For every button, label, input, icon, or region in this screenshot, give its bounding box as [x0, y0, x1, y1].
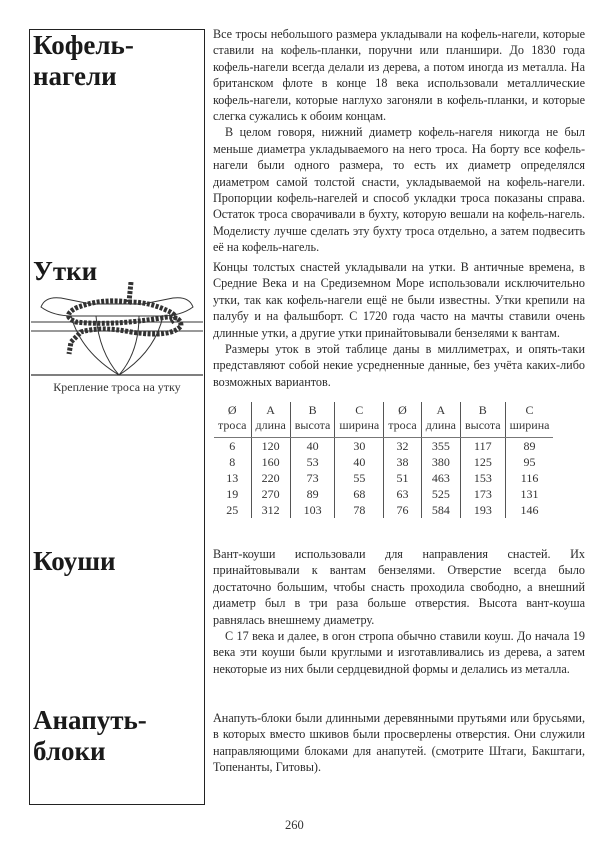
heading-line: Кофель- [33, 30, 134, 60]
table-row [214, 438, 553, 455]
column-header-line: ширина [509, 418, 550, 432]
table-row [214, 454, 553, 470]
table-cell: 146 [505, 502, 553, 518]
heading-line: Анапуть- [33, 705, 147, 735]
table-cell: 13 [226, 471, 239, 485]
table-cell: 173 [461, 486, 506, 502]
table-cell: 160 [251, 454, 290, 470]
paragraph: Концы толстых снастей укладывали на утки. В античные времена, в Средние Века и на Средиземном Море использовали исключительно утки, так как кофель-нагели ещё не были известны. Утки крепили на палубу и на фальшборт. С 1720 года часто на мачты ставили очень длинные утки, а другие утки принайтовывали бензелями к вантам. [213, 260, 585, 340]
heading-line: нагели [33, 61, 117, 91]
column-header-line: B [478, 403, 487, 417]
column-header-line: C [355, 403, 364, 417]
table-cell: 220 [251, 470, 290, 486]
section-text-utki [213, 259, 585, 390]
paragraph: Вант-коуши использовали для направления снастей. Их принайтовывали к вантам бензелями. Отверстие всегда было достаточно большим, чтобы снасть проходила свободно, а внешний диаметр был в три раза больше отверстия. Высота вант-коуша равнялась внешнему диаметру. [213, 547, 585, 627]
column-header-line: A [436, 403, 446, 417]
paragraph: С 17 века и далее, в огон стропа обычно ставили коуш. До начала 19 века эти коуши были круглыми и изготавливались из дерева, а затем некоторые из них были сердцевидной формы и делались из металла. [213, 629, 585, 676]
column-header-line: Ø [227, 403, 237, 417]
table-cell: 584 [421, 502, 460, 518]
section-text-kofel-nageli [213, 26, 585, 256]
table-cell: 6 [229, 439, 236, 453]
table-cell: 63 [384, 486, 422, 502]
table-cell: 131 [505, 486, 553, 502]
table-cell: 312 [251, 502, 290, 518]
column-header-line: длина [425, 418, 456, 432]
column-header [505, 402, 553, 438]
table-cell: 76 [384, 502, 422, 518]
paragraph: Все тросы небольшого размера укладывали на кофель-нагели, которые ставили на кофель-планки, поручни или планшири. До 1830 года кофель-нагели всегда делали из дерева, а потом иногда из металла. На британском флоте в конце 18 века использовали металлические кофель-нагели, которые наглухо загоняли в кофель-планки, и которые слегка сужались к обоим концам. [213, 27, 585, 124]
column-header-line: A [266, 403, 275, 417]
figure-caption: Крепление троса на утку [53, 380, 181, 394]
table-row [214, 486, 553, 502]
cleat-sizes-table [214, 402, 553, 518]
table-cell: 120 [251, 438, 290, 455]
table-cell: 25 [226, 503, 239, 517]
heading-anaput-bloki [33, 705, 147, 767]
table-cell: 380 [421, 454, 460, 470]
table-cell: 55 [335, 470, 384, 486]
column-header [461, 402, 506, 438]
table-row [214, 502, 553, 518]
table-cell: 40 [290, 438, 335, 455]
table-cell: 193 [461, 502, 506, 518]
table-cell: 32 [384, 438, 422, 455]
table-cell: 51 [384, 470, 422, 486]
table-cell: 53 [290, 454, 335, 470]
table-cell: 89 [290, 486, 335, 502]
table-cell: 95 [505, 454, 553, 470]
table-cell: 89 [505, 438, 553, 455]
heading-utki: Утки [33, 256, 98, 286]
column-header-line: ширина [339, 418, 380, 432]
column-header-line: троса [388, 418, 417, 432]
column-header [214, 402, 251, 438]
paragraph: Размеры уток в этой таблице даны в миллиметрах, и опять-таки представляют собой некие усредненные данные, без учёта каких-либо возможных вариантов. [213, 342, 585, 389]
column-header-line: троса [218, 418, 247, 432]
table-cell: 103 [290, 502, 335, 518]
section-text-anaput-bloki [213, 710, 585, 776]
column-header [251, 402, 290, 438]
table-cell: 78 [335, 502, 384, 518]
table-header-row [214, 402, 553, 438]
column-header-line: B [308, 403, 317, 417]
column-header [335, 402, 384, 438]
table-cell: 153 [461, 470, 506, 486]
table-cell: 40 [335, 454, 384, 470]
table-cell: 30 [335, 438, 384, 455]
column-header-line: высота [294, 418, 331, 432]
heading-koushi: Коуши [33, 546, 116, 576]
paragraph: В целом говоря, нижний диаметр кофель-нагеля никогда не был меньше диаметра укладываемого на него троса. На борту все кофель-нагели были одного размера, то есть их диаметр определялся диаметром самой толстой снасти, укладываемой на кофель-нагели. Пропорции кофель-нагелей и способ укладки троса показаны справа. Остаток троса сворачивали в бухту, которую вешали на кофель-нагель. Моделисту лучше сделать эту бухту троса отдельно, а затем подвесить её на кофель-нагель. [213, 125, 585, 255]
table-row [214, 470, 553, 486]
table-cell: 270 [251, 486, 290, 502]
column-header-line: длина [255, 418, 286, 432]
table-cell: 68 [335, 486, 384, 502]
column-header [384, 402, 422, 438]
table-cell: 8 [229, 455, 236, 469]
column-header-line: высота [465, 418, 501, 432]
table-cell: 125 [461, 454, 506, 470]
page-number: 260 [285, 818, 304, 832]
section-text-koushi [213, 546, 585, 677]
paragraph: Анапуть-блоки были длинными деревянными прутьями или брусьями, в которых вместо шкивов были просверлены отверстия. Они служили направляющими блоками для анапутей. (смотрите Штаги, Бакштаги, Топенанты, Гитовы). [213, 711, 585, 775]
table-cell: 463 [421, 470, 460, 486]
heading-line: блоки [33, 736, 106, 766]
heading-kofel-nageli [33, 30, 134, 92]
table-cell: 355 [421, 438, 460, 455]
table-cell: 116 [505, 470, 553, 486]
column-header-line: Ø [398, 403, 407, 417]
table-cell: 117 [461, 438, 506, 455]
table-cell: 525 [421, 486, 460, 502]
table-cell: 38 [384, 454, 422, 470]
column-header [290, 402, 335, 438]
column-header [421, 402, 460, 438]
cleat-rope-illustration [31, 282, 203, 380]
sidebar-frame [29, 29, 205, 805]
table-cell: 73 [290, 470, 335, 486]
table-cell: 19 [226, 487, 239, 501]
column-header-line: C [525, 403, 534, 417]
